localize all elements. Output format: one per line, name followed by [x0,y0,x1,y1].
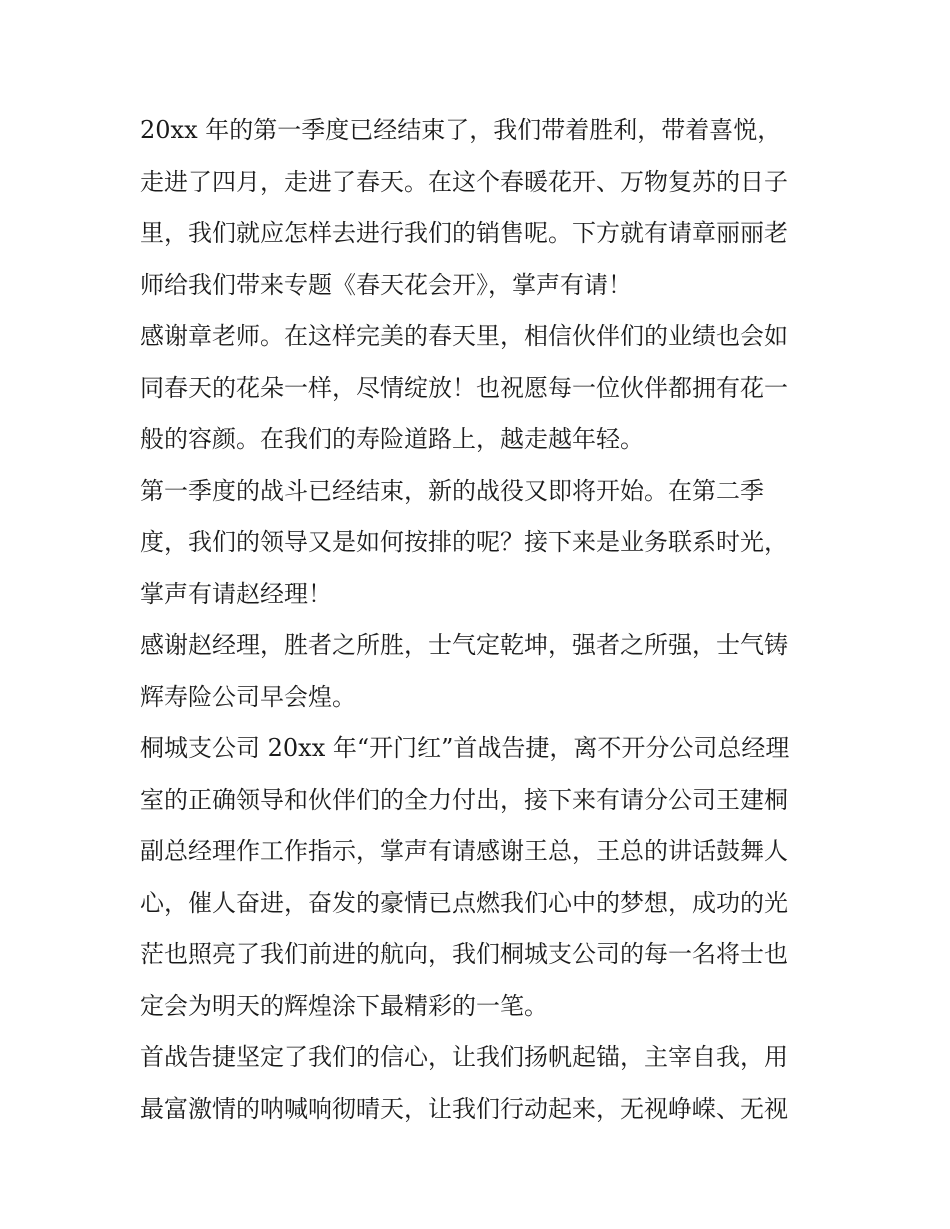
text-line: 心，催人奋进，奋发的豪情已点燃我们心中的梦想，成功的光 [140,888,788,917]
document-body [140,105,820,1135]
text-line: 最富激情的呐喊响彻晴天，让我们行动起来，无视峥嵘、无视 [140,1094,788,1123]
paragraph [140,311,820,466]
text-line: 桐城支公司 20xx 年“开门红”首战告捷，离不开分公司总经理 [140,734,790,762]
paragraph [140,723,820,1032]
text-line: 辉寿险公司早会煌。 [140,682,356,711]
text-line: 首战告捷坚定了我们的信心，让我们扬帆起锚，主宰自我，用 [140,1043,788,1071]
text-line: 走进了四月，走进了春天。在这个春暖花开、万物复苏的日子 [140,167,788,196]
text-line: 里，我们就应怎样去进行我们的销售呢。下方就有请章丽丽老 [140,219,788,247]
text-line: 20xx 年的第一季度已经结束了，我们带着胜利，带着喜悦， [140,116,782,144]
text-line: 同春天的花朵一样，尽情绽放！也祝愿每一位伙伴都拥有花一 [140,373,788,402]
text-line: 副总经理作工作指示，掌声有请感谢王总，王总的讲话鼓舞人 [140,837,788,865]
text-line: 感谢章老师。在这样完美的春天里，相信伙伴们的业绩也会如 [140,322,788,350]
text-line: 师给我们带来专题《春天花会开》，掌声有请！ [140,270,632,299]
text-line: 第一季度的战斗已经结束，新的战役又即将开始。在第二季 [140,476,764,505]
paragraph [140,466,820,621]
text-line: 感谢赵经理，胜者之所胜，士气定乾坤，强者之所强，士气铸 [140,631,788,659]
paragraph [140,620,820,723]
paragraph [140,1032,820,1135]
text-line: 般的容颜。在我们的寿险道路上，越走越年轻。 [140,425,644,453]
paragraph [140,105,820,311]
text-line: 茫也照亮了我们前进的航向，我们桐城支公司的每一名将士也 [140,940,788,968]
text-line: 掌声有请赵经理！ [140,579,332,608]
text-line: 定会为明天的辉煌涂下最精彩的一笔。 [140,991,548,1020]
text-line: 室的正确领导和伙伴们的全力付出，接下来有请分公司王建桐 [140,785,788,814]
text-line: 度，我们的领导又是如何按排的呢？接下来是业务联系时光， [140,528,788,556]
